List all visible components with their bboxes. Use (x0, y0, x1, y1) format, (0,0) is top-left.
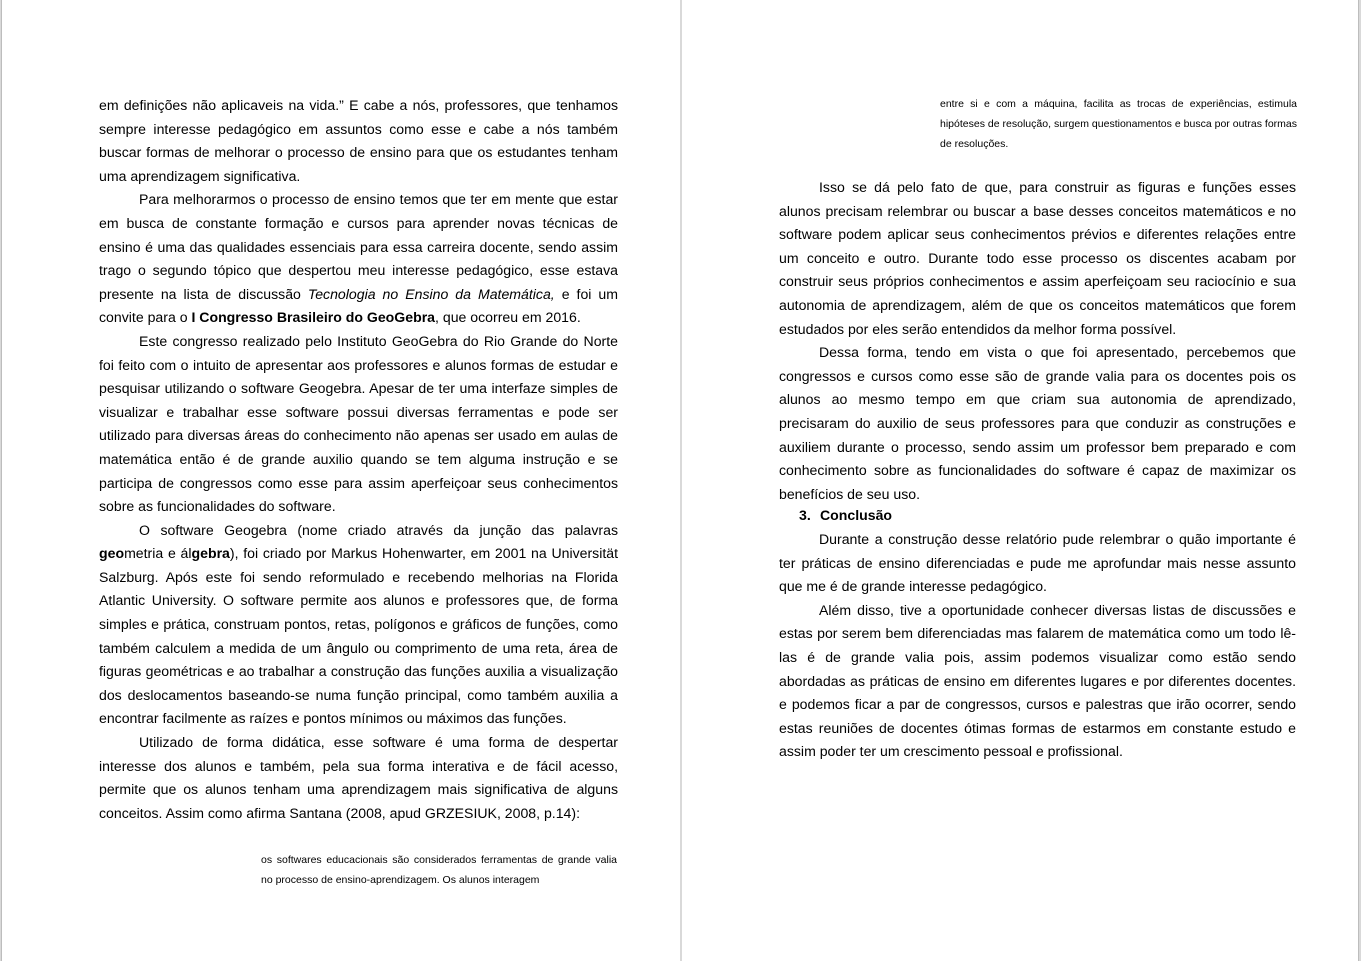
paragraph-6: Isso se dá pelo fato de que, para construir as figuras e funções esses alunos precisam relembrar ou buscar a base desses conceitos matemáticos e no software podem aplicar seus conhecimentos prévios e diferentes relações entre um conceito e outro. Durante todo esse processo os discentes acabam por construir seus próprios conhecimentos e assim aperfeiçoam seu raciocínio e sua autonomia de aprendizagem, além de que os conceitos matemáticos que forem estudados por eles serão entendidos da melhor forma possível. (779, 179, 1296, 337)
heading-title: Conclusão (820, 507, 893, 523)
paragraph-9: Além disso, tive a oportunidade conhecer diversas listas de discussões e estas por serem bem diferenciadas mas falarem de matemática como um todo lê-las é de grande valia pois, assim podemos visualizar como estão sendo abordadas as práticas de ensino em diferentes lugares e por diferentes docentes. e podemos ficar a par de congressos, cursos e palestras que irão ocorrer, sendo estas reuniões de docentes ótimas formas de estarmos em constante estudo e assim poder ter um crescimento pessoal e profissional. (779, 601, 1296, 760)
left-body-text (99, 94, 618, 825)
block-quote-start: os softwares educacionais são considerados ferramentas de grande valia no processo de ensino-aprendizagem. Os alunos interagem (261, 854, 617, 887)
page-left[interactable] (1, 0, 680, 961)
block-quote-end: entre si e com a máquina, facilita as trocas de experiências, estimula hipóteses de resolução, surgem questionamentos e busca por outras formas de resoluções. (940, 98, 1297, 151)
congress-name: I Congresso Brasileiro do GeoGebra (191, 309, 436, 326)
heading-number: 3. (799, 507, 811, 523)
paragraph-5: Utilizado de forma didática, esse software é uma forma de despertar interesse dos alunos e também, pela sua forma interativa e de fácil acesso, permite que os alunos tenham uma aprendizagem mais significativa de alguns conceitos. Assim como afirma Santana (2008, apud GRZESIUK, 2008, p.14): (99, 734, 618, 821)
conclusion-text (779, 528, 1296, 764)
paragraph-3: Este congresso realizado pelo Instituto GeoGebra do Rio Grande do Norte foi feito com o intuito de apresentar aos professores e alunos formas de estudar e pesquisar utilizando o software Geogebra. Apesar de ter uma interfaze simples de visualizar e trabalhar esse software possui diversas ferramentas e pode ser utilizado para diversas áreas do conhecimento não apenas ser usado em aulas de matemática então é de grande auxilio quando se tem alguma instrução e se participa de congressos como esse para assim aperfeiçoar seus conhecimentos sobre as funcionalidades do software. (99, 332, 618, 515)
page-right[interactable] (682, 0, 1359, 961)
right-body-text (779, 176, 1296, 506)
paragraph-1: em definições não aplicaveis na vida.” E cabe a nós, professores, que tenhamos sempre interesse pedagógico em assuntos como esse e cabe a nós também buscar formas de melhorar o processo de ensino para que os estudantes tenham uma aprendizagem significativa. (99, 97, 618, 184)
italic-list-name: Tecnologia no Ensino da Matemática, (307, 285, 555, 302)
paragraph-7: Dessa forma, tendo em vista o que foi apresentado, percebemos que congressos e cursos como esse são de grande valia para os docentes pois os alunos ao mesmo tempo em que criam sua autonomia de aprendizado, precisaram do auxilio de seus professores para que conduzir as construções e auxiliem durante o processo, sendo assim um professor bem preparado e com conhecimento sobre as funcionalidades do software é capaz de maximizar os benefícios de seu uso. (779, 344, 1296, 502)
paragraph-2: Para melhorarmos o processo de ensino temos que ter em mente que estar em busca de constante formação e cursos para aprender novas técnicas de ensino é uma das qualidades essenciais para essa carreira docente, sendo assim trago o segundo tópico que despertou meu interesse pedagógico, esse estava presente na lista de discussão Tecnologia no Ensino da Matemática, e foi um convite para o I Congresso Brasileiro do GeoGebra, que ocorreu em 2016. (99, 191, 618, 326)
section-heading-conclusion (799, 504, 892, 528)
paragraph-8: Durante a construção desse relatório pude relembrar o quão importante é ter práticas de ensino diferenciadas e pude me aprofundar mais nesse assunto que me é de grande interesse pedagógico. (779, 531, 1296, 595)
paragraph-4: O software Geogebra (nome criado através da junção das palavras geometria e álgebra), foi criado por Markus Hohenwarter, em 2001 na Universität Salzburg. Após este foi sendo reformulado e recebendo melhorias na Florida Atlantic University. O software permite aos alunos e professores que, de forma simples e prática, construam pontos, retas, polígonos e gráficos de funções, como também calculem a medida de um ângulo ou comprimento de uma reta, área de figuras geométricas e ao trabalhar a construção das funções auxilia a visualização dos deslocamentos baseando-se numa função principal, como também auxilia a encontrar facilmente as raízes e pontos mínimos ou máximos das funções. (99, 521, 619, 727)
